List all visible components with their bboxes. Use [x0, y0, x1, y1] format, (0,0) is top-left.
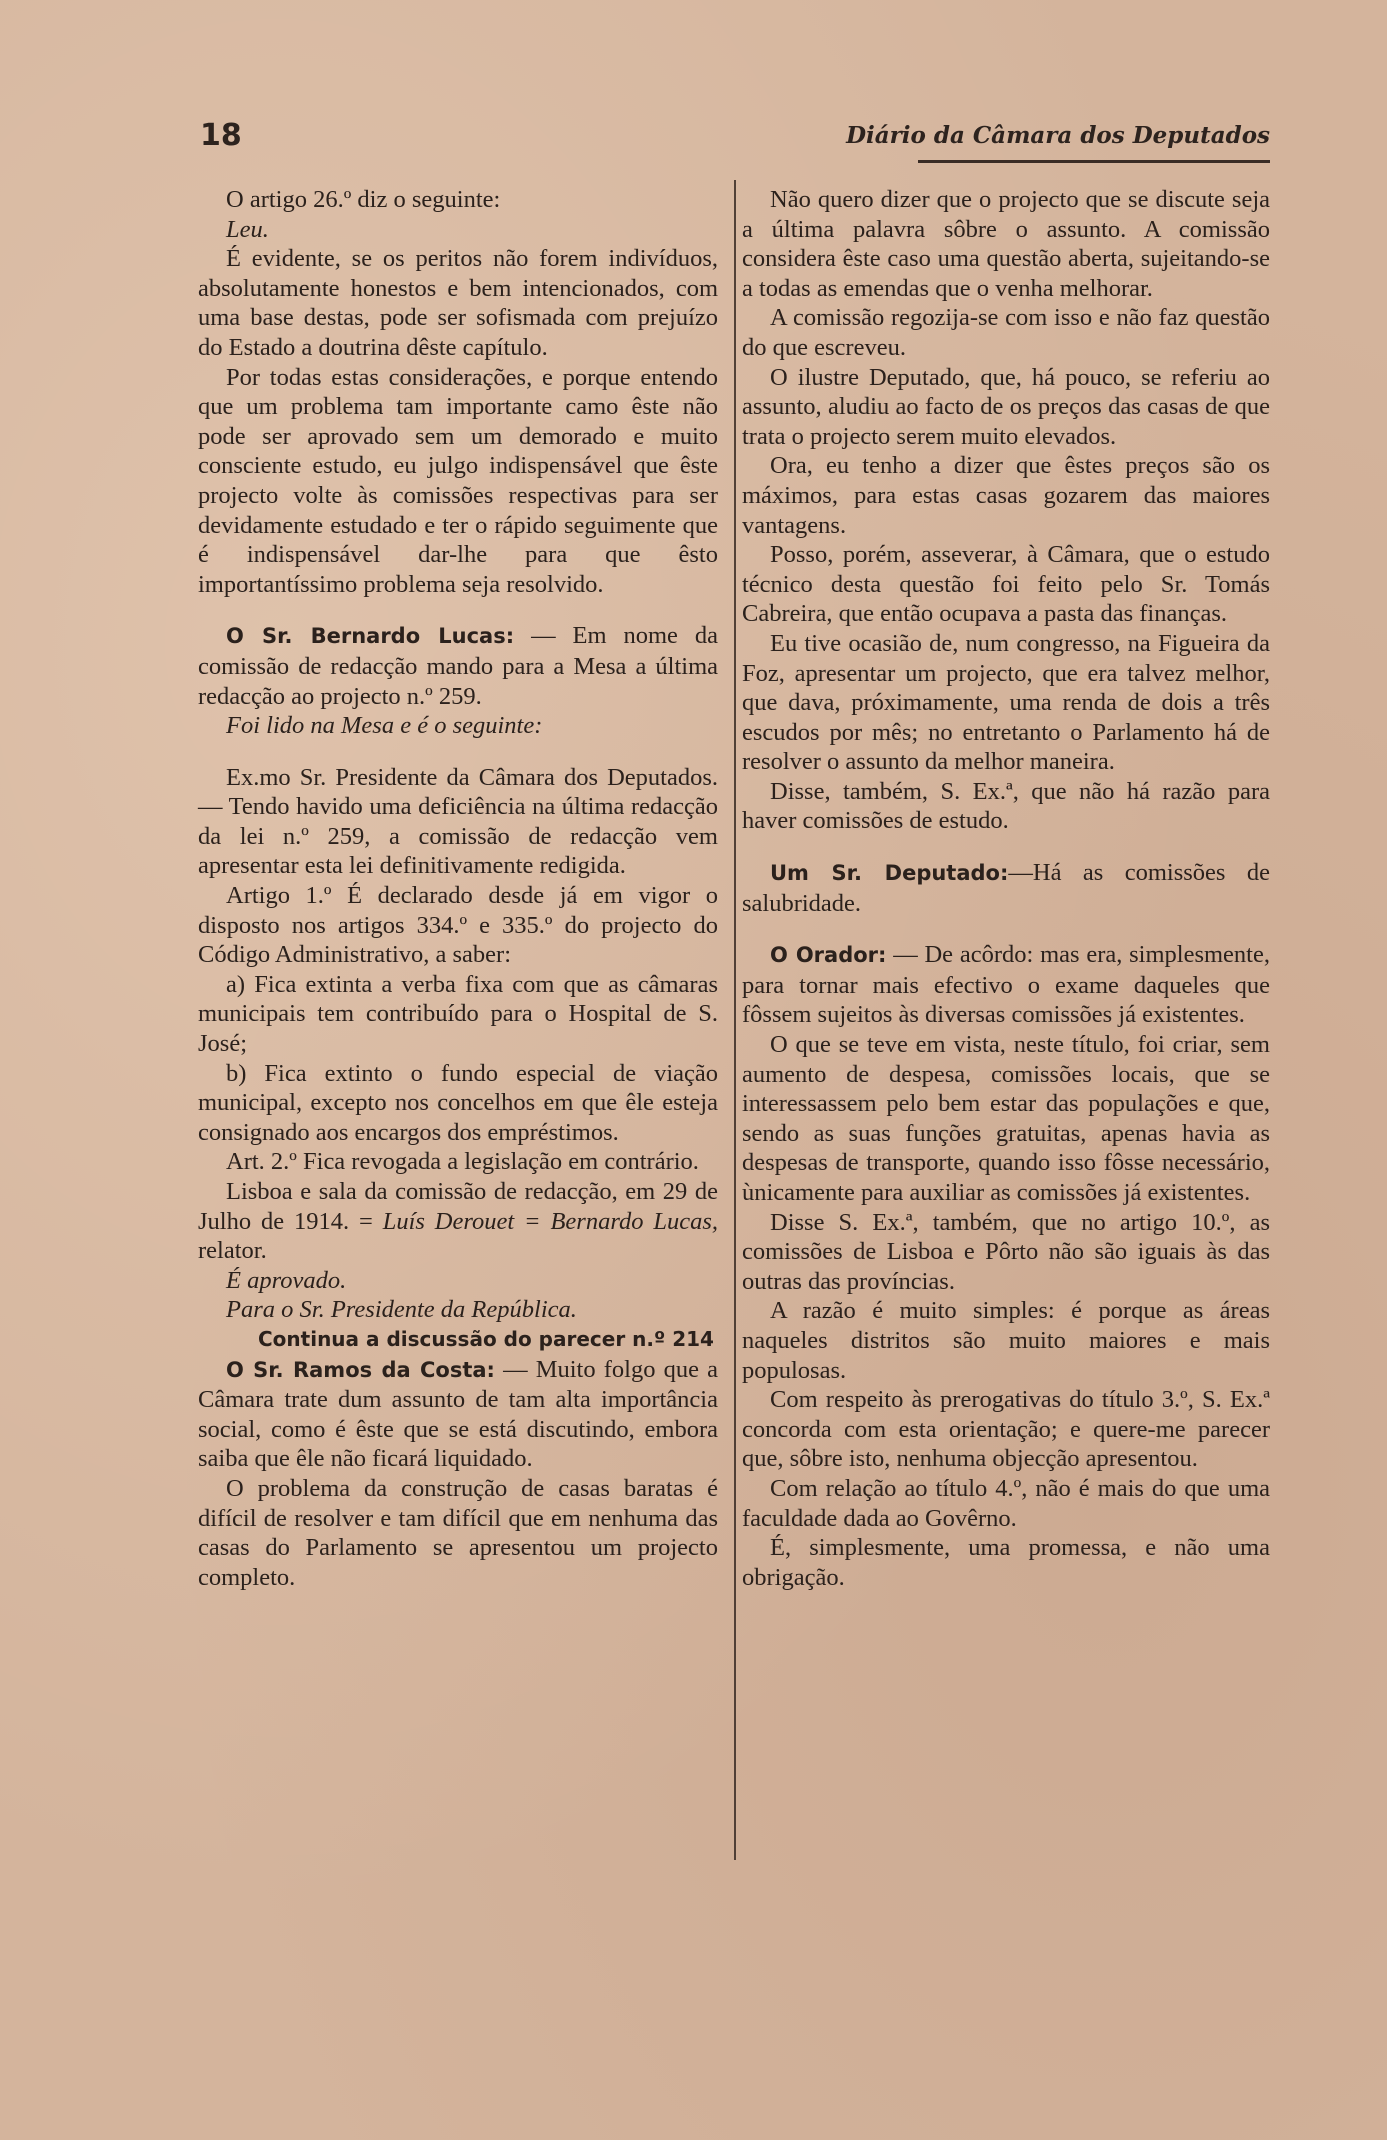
paragraph: Disse S. Ex.ª, também, que no artigo 10.º, as comissões de Lisboa e Pôrto não são iguais às das outras das províncias. [742, 1208, 1270, 1295]
speaker-name: O Orador: [770, 943, 887, 968]
signature-paragraph [198, 1177, 718, 1266]
paragraph: Disse, também, S. Ex.ª, que não há razão para haver comissões de estudo. [742, 777, 1270, 835]
paragraph: Artigo 1.º É declarado desde já em vigor o disposto nos artigos 334.º e 335.º do projecto do Código Administrativo, a saber: [198, 882, 718, 969]
paragraph: É evidente, se os peritos não forem indivíduos, absolutamente honestos e bem intencionados, com uma base destas, pode ser sofismada com prejuízo do Estado a doutrina dêste capítulo. [198, 245, 718, 361]
speaker-name: O Sr. Ramos da Costa: [226, 1357, 495, 1382]
speech-text: — Muito folgo que a Câmara trate dum assunto de tam alta importância social, como é êste que se está discutindo, embora saiba que êle não ficará liquidado. [198, 1355, 718, 1473]
paragraph: Eu tive ocasião de, num congresso, na Figueira da Foz, apresentar um projecto, que era talvez melhor, que dava, próximamente, uma renda de dois a três escudos por mês; no entretanto o Parlamento há de resolver o assunto da melhor maneira. [742, 629, 1270, 776]
paragraph: Com relação ao título 4.º, não é mais do que uma faculdade dada ao Govêrno. [742, 1474, 1270, 1532]
header-rule [918, 160, 1270, 163]
stage-direction: Para o Sr. Presidente da República. [226, 1296, 577, 1324]
speaker-name: O Sr. Bernardo Lucas: [226, 624, 515, 649]
paragraph: É, simplesmente, uma promessa, e não uma obrigação. [742, 1534, 1270, 1591]
paragraph: Ora, eu tenho a dizer que êstes preços são os máximos, para estas casas gozarem das maiores vantagens. [742, 452, 1270, 539]
speech-text: — Em nome da comissão de redacção mando para a Mesa a última redacção ao projecto n.º 259. [198, 622, 719, 710]
signature-names: Luís Derouet = Bernardo Lucas, [382, 1207, 718, 1235]
stage-direction: Foi lido na Mesa e é o seguinte: [226, 712, 543, 740]
paragraph: Ex.mo Sr. Presidente da Câmara dos Deputados. — Tendo havido uma deficiência na última redacção da lei n.º 259, a comissão de redacção vem apresentar esta lei definitivamente redigida. [198, 763, 718, 880]
right-column [742, 185, 1270, 1592]
column-divider [734, 180, 736, 1860]
paragraph: O problema da construção de casas baratas é difícil de resolver e tam difícil que em nenhuma das casas do Parlamento se apresentou um projecto completo. [198, 1474, 718, 1591]
paragraph: O que se teve em vista, neste título, foi criar, sem aumento de despesa, comissões locais, que se interessassem pelo bem estar das populações e que, sendo as suas funções gratuitas, apenas havia as despesas de transporte, quando isso fôsse necessário, ùnicamente para auxiliar as comissões já existentes. [742, 1031, 1270, 1206]
speech-paragraph [198, 621, 718, 711]
paragraph: A comissão regozija-se com isso e não faz questão do que escreveu. [742, 304, 1270, 361]
paragraph: b) Fica extinto o fundo especial de viação municipal, excepto nos concelhos em que êle esteja consignado aos encargos dos empréstimos. [198, 1059, 718, 1146]
stage-direction: Leu. [226, 215, 269, 243]
running-head: Diário da Câmara dos Deputados [846, 122, 1270, 149]
paragraph: a) Fica extinta a verba fixa com que as câmaras municipais tem contribuído para o Hospital de S. José; [198, 970, 718, 1058]
speech-paragraph [742, 940, 1270, 1030]
paragraph: Posso, porém, asseverar, à Câmara, que o estudo técnico desta questão foi feito pelo Sr. Tomás Cabreira, que então ocupava a pasta das finanças. [742, 541, 1270, 628]
stage-direction: É aprovado. [226, 1266, 347, 1294]
speaker-name: Um Sr. Deputado: [770, 861, 1009, 886]
speech-paragraph [198, 1355, 718, 1474]
paragraph: O ilustre Deputado, que, há pouco, se referiu ao assunto, aludiu ao facto de os preços das casas de que trata o projecto serem muito elevados. [742, 363, 1270, 450]
speech-paragraph [742, 858, 1270, 918]
paragraph: Art. 2.º Fica revogada a legislação em contrário. [226, 1148, 699, 1176]
page-number: 18 [200, 118, 242, 153]
signature-role: relator. [198, 1237, 267, 1265]
paragraph: Por todas estas considerações, e porque entendo que um problema tam importante camo êste não pode ser aprovado sem um demorado e muito consciente estudo, eu julgo indispensável que êste projecto volte às comissões respectivas para ser devidamente estudado e ter o rápido seguimente que é indispensável dar-lhe para que êsto importantíssimo problema seja resolvido. [198, 363, 718, 598]
paragraph: Não quero dizer que o projecto que se discute seja a última palavra sôbre o assunto. A comissão considera êste caso uma questão aberta, sujeitando-se a todas as emendas que o venha melhorar. [742, 186, 1270, 302]
paragraph: O artigo 26.º diz o seguinte: [226, 186, 501, 213]
section-title: Continua a discussão do parecer n.º 214 [258, 1326, 714, 1351]
speech-text: — De acôrdo: mas era, simplesmente, para tornar mais efectivo o exame daqueles que fôssem sujeitos às diversas comissões já existentes. [742, 941, 1270, 1029]
paragraph: A razão é muito simples: é porque as áreas naqueles distritos são muito maiores e mais populosas. [742, 1297, 1270, 1384]
left-column [198, 185, 718, 1592]
paragraph: Com respeito às prerogativas do título 3.º, S. Ex.ª concorda com esta orientação; e quere-me parecer que, sôbre isto, nenhuma objecção apresentou. [742, 1386, 1270, 1473]
speech-text: —Há as comissões de salubridade. [742, 859, 1270, 917]
signature-text: Lisboa e sala da comissão de redacção, em 29 de Julho de 1914. = [198, 1178, 718, 1235]
